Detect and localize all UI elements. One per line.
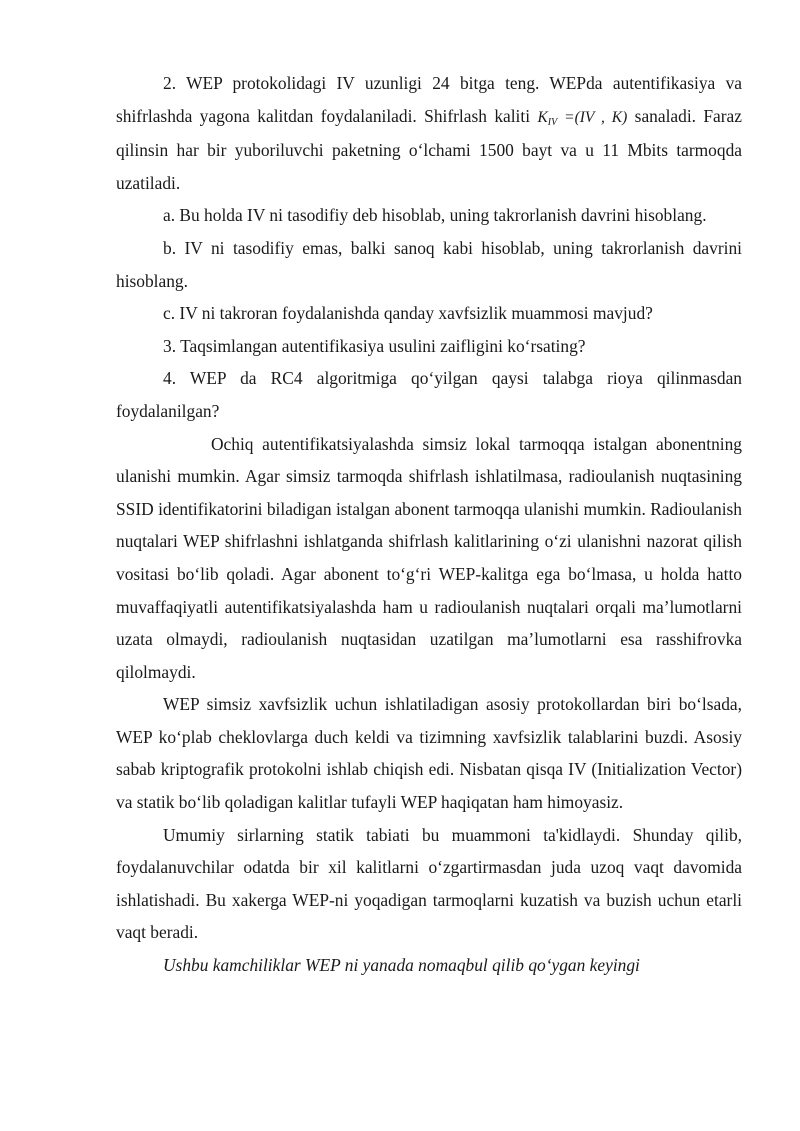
paragraph-open-authentication: Ochiq autentifikatsiyalashda simsiz lokal tarmoqqa istalgan abonentning ulanishi mumkin. Agar simsiz tarmoqda shifrlash ishlatilmasa, radioulanish nuqtasining SSID identifikatorini biladigan istalgan abonent tarmoqqa ulanishi mumkin. Radioulanish nuqtalari WEP shifrlashni ishlatganda shifrlash kalitlarining o‘zi ulanishni nazorat qilish vositasi bo‘lib qoladi. Agar abonent to‘g‘ri WEP-kalitga ega bo‘lmasa, u holda hatto muvaffaqiyatli autentifikatsiyalashda ham u radioulanish nuqtalari orqali ma’lumotlarni uzata olmaydi, radioulanish nuqtasidan uzatilgan ma’lumotlarni esa rasshifrovka qilolmaydi. (116, 433, 742, 682)
page-content (116, 67, 742, 982)
question-2-text-end: sanaladi. Faraz qilinsin har bir yuboriluvchi paketning o‘lchami 1500 bayt va u 11 Mbits tarmoqda uzatiladi. (116, 105, 742, 193)
question-2b: b. IV ni tasodifiy emas, balki sanoq kabi hisoblab, uning takrorlanish davrini hisoblang. (116, 237, 742, 291)
formula-rhs: =(IV , K) (557, 108, 628, 126)
question-2-text-start: 2. WEP protokolidagi IV uzunligi 24 bitga teng. WEPda autentifikasiya va shifrlashda yagona kalitdan foydalaniladi. Shifrlash kaliti (116, 73, 742, 126)
question-4: 4. WEP da RC4 algoritmiga qo‘yilgan qaysi talabga rioya qilinmasdan foydalanilgan? (116, 368, 742, 421)
question-2c: c. IV ni takroran foydalanishda qanday xavfsizlik muammosi mavjud? (163, 303, 653, 324)
key-formula (537, 109, 627, 126)
formula-symbol: K (537, 108, 548, 126)
paragraph-italic-continuation: Ushbu kamchiliklar WEP ni yanada nomaqbul qilib qo‘ygan keyingi (163, 955, 640, 976)
formula-subscript: IV (547, 116, 558, 128)
paragraph-wep-security: WEP simsiz xavfsizlik uchun ishlatiladigan asosiy protokollardan biri bo‘lsada, WEP ko‘plab cheklovlarga duch keldi va tizimning xavfsizlik talablarini buzdi. Asosiy sabab kriptografik protokolni ishlab chiqish edi. Nisbatan qisqa IV (Initialization Vector) va statik bo‘lib qoladigan kalitlar tufayli WEP haqiqatan ham himoyasiz. (116, 694, 742, 813)
question-2a: a. Bu holda IV ni tasodifiy deb hisoblab, uning takrorlanish davrini hisoblang. (163, 205, 707, 226)
question-2 (116, 67, 742, 199)
paragraph-static-secrets: Umumiy sirlarning statik tabiati bu muammoni ta'kidlaydi. Shunday qilib, foydalanuvchilar odatda bir xil kalitlarni o‘zgartirmasdan juda uzoq vaqt davomida ishlatishadi. Bu xakerga WEP-ni yoqadigan tarmoqlarni kuzatish va buzish uchun etarli vaqt beradi. (116, 824, 742, 943)
question-3: 3. Taqsimlangan autentifikasiya usulini zaifligini ko‘rsating? (163, 335, 586, 356)
